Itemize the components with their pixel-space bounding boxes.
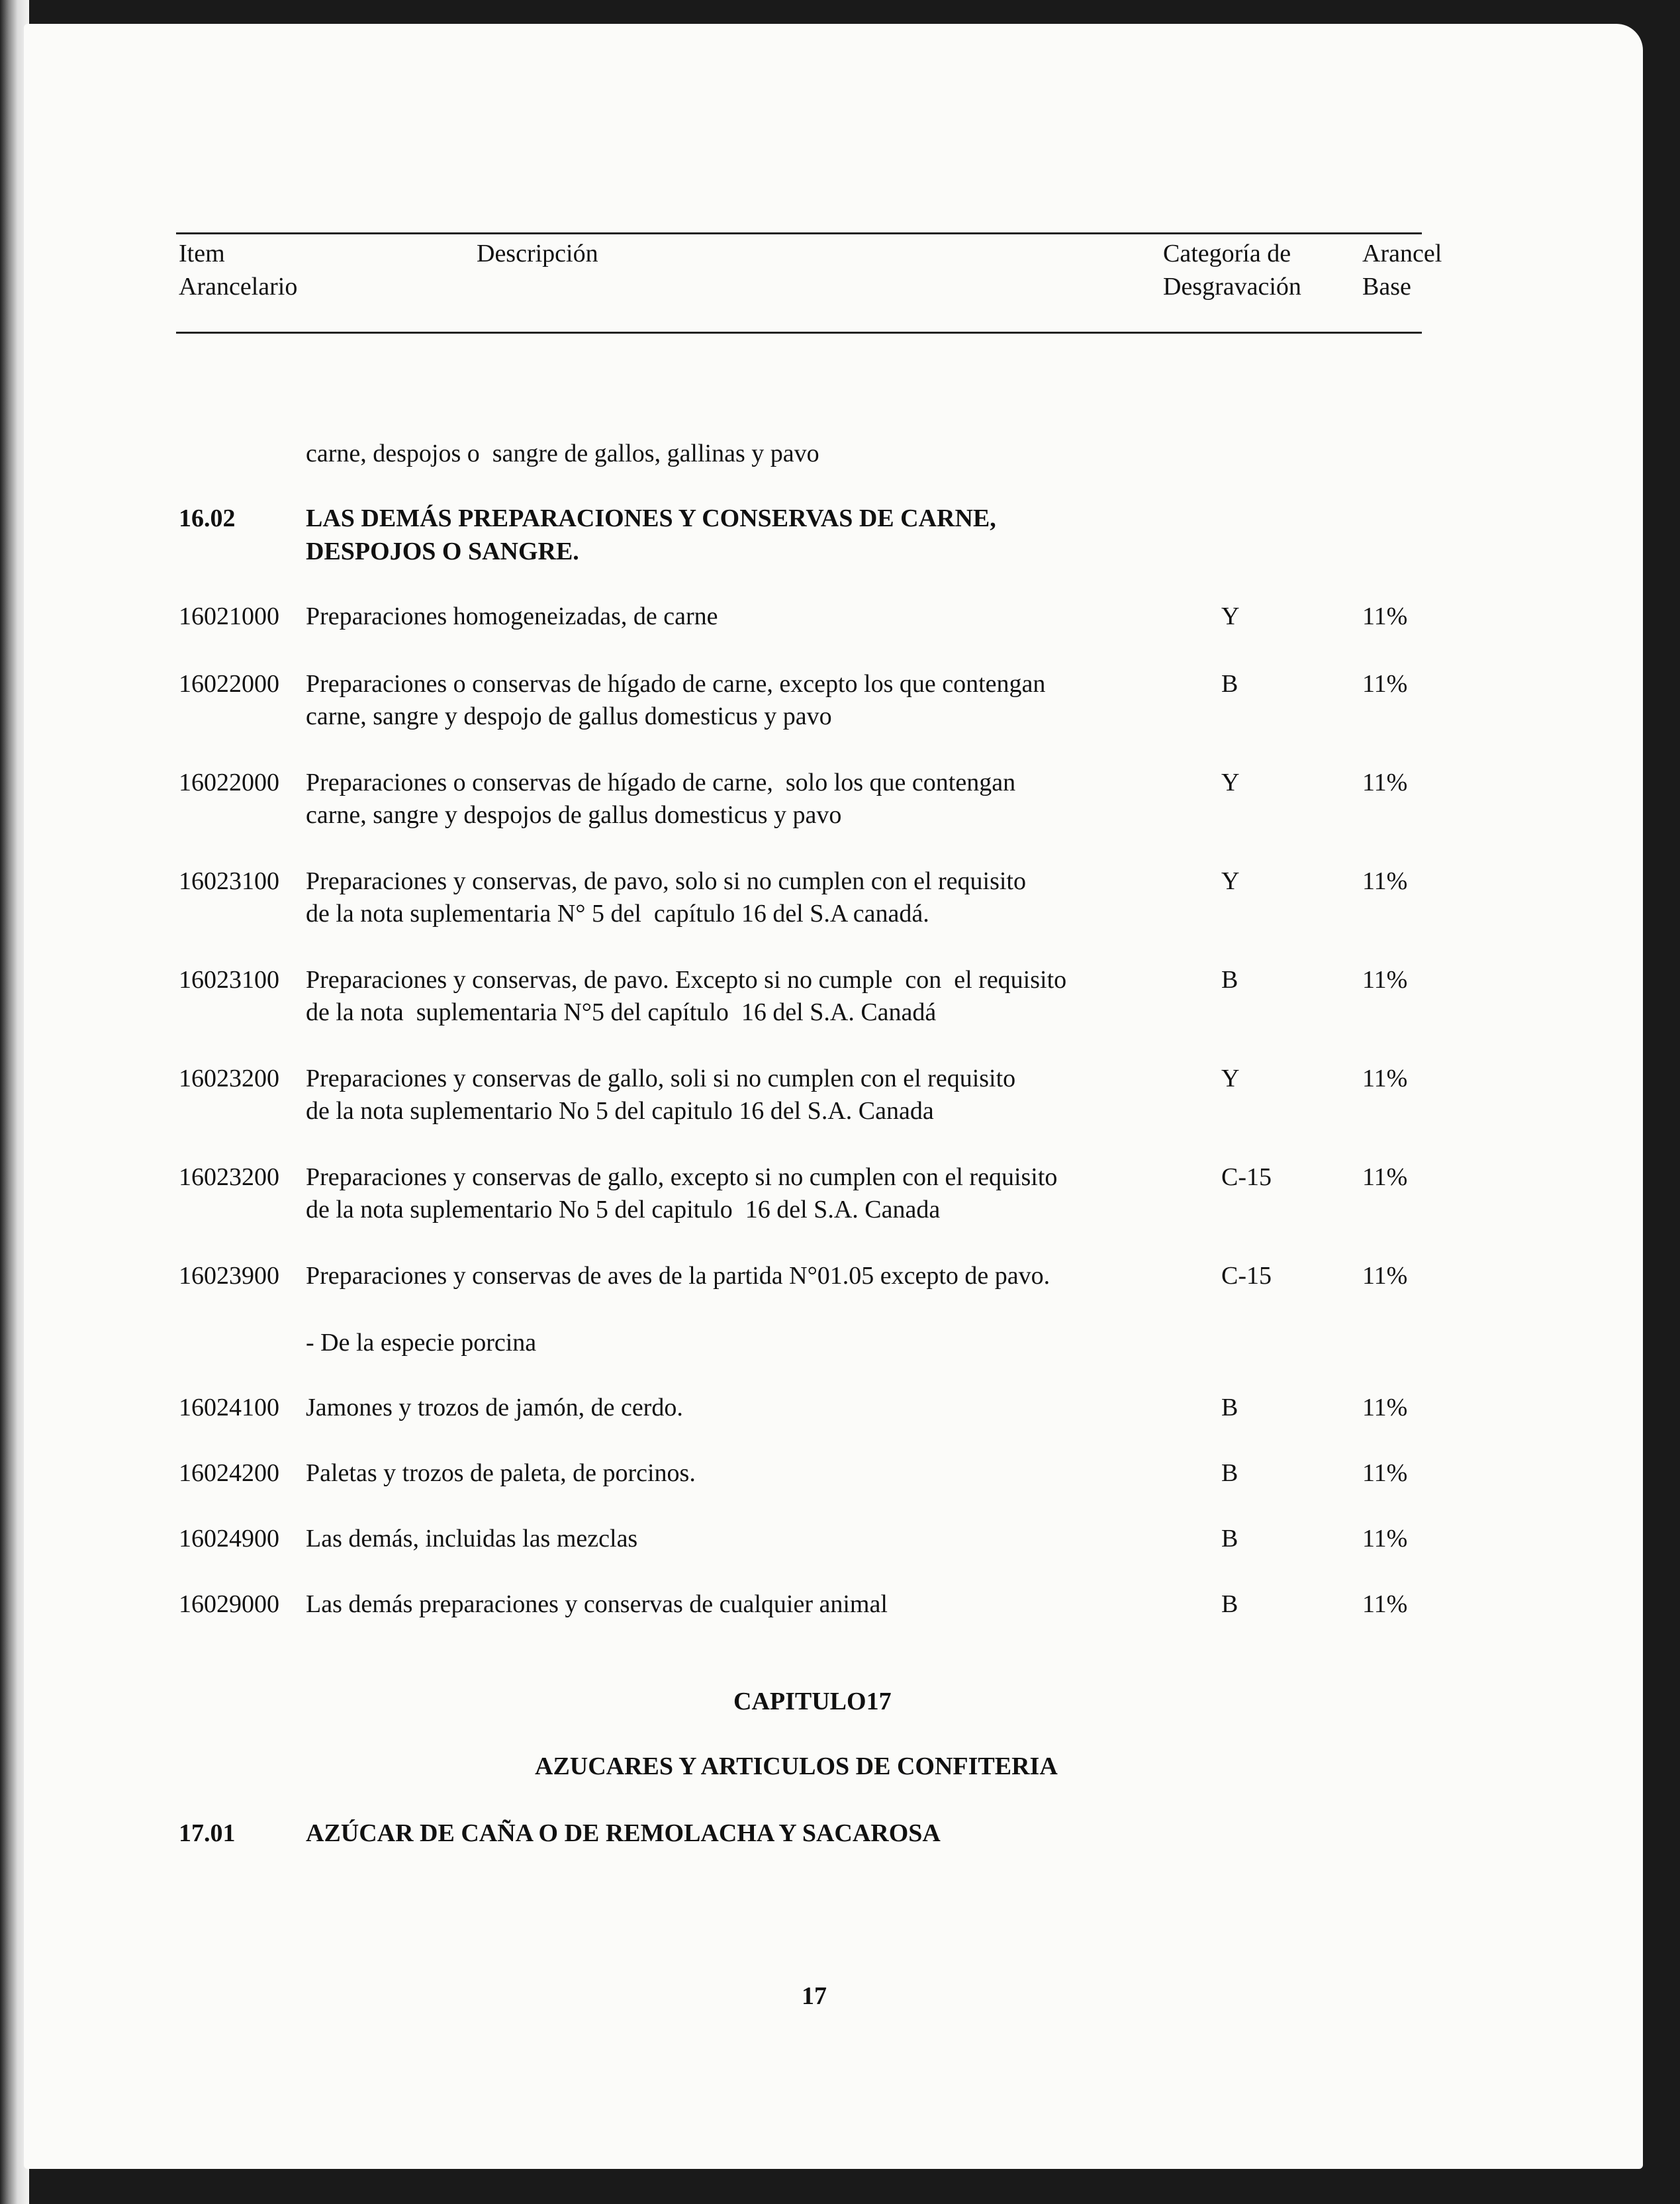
row-desc: Preparaciones o conservas de hígado de carne, excepto los que contengan <box>306 670 1046 698</box>
header-base: Base <box>1362 273 1411 301</box>
row-base: 11% <box>1362 867 1408 895</box>
row-base: 11% <box>1362 1525 1408 1553</box>
row-desc-cont: de la nota suplementario No 5 del capitulo 16 del S.A. Canada <box>306 1196 941 1223</box>
heading-line-1: LAS DEMÁS PREPARACIONES Y CONSERVAS DE CARNE, <box>306 504 996 532</box>
row-desc-cont: de la nota suplementario No 5 del capitulo 16 del S.A. Canada <box>306 1097 934 1125</box>
row-desc: Las demás preparaciones y conservas de cualquier animal <box>306 1590 888 1618</box>
row-base: 11% <box>1362 1394 1408 1421</box>
chapter-title: AZUCARES Y ARTICULOS DE CONFITERIA <box>535 1752 1058 1780</box>
row-category: Y <box>1221 602 1240 630</box>
row-desc-cont: carne, sangre y despojos de gallus domesticus y pavo <box>306 801 842 829</box>
row-base: 11% <box>1362 1459 1408 1487</box>
heading-line-2: DESPOJOS O SANGRE. <box>306 538 579 565</box>
row-category: Y <box>1221 1065 1240 1092</box>
row-item: 16024100 <box>179 1394 279 1421</box>
chapter-heading: CAPITULO17 <box>733 1688 892 1715</box>
row-desc: Preparaciones y conservas de aves de la partida N°01.05 excepto de pavo. <box>306 1262 1050 1290</box>
row-item: 16023200 <box>179 1163 279 1191</box>
row-base: 11% <box>1362 1065 1408 1092</box>
row-base: 11% <box>1362 966 1408 994</box>
row-desc: Jamones y trozos de jamón, de cerdo. <box>306 1394 683 1421</box>
row-base: 11% <box>1362 1163 1408 1191</box>
row-item: 16024900 <box>179 1525 279 1553</box>
header-item: Item <box>179 240 225 267</box>
row-category: B <box>1221 1525 1238 1553</box>
row-item: 16022000 <box>179 769 279 796</box>
row-category: C-15 <box>1221 1262 1272 1290</box>
row-category: C-15 <box>1221 1163 1272 1191</box>
row-desc-cont: de la nota suplementaria N°5 del capítulo 16 del S.A. Canadá <box>306 998 937 1026</box>
row-category: Y <box>1221 769 1240 796</box>
intro-text: carne, despojos o sangre de gallos, gallinas y pavo <box>306 440 819 467</box>
heading-number: 16.02 <box>179 504 236 532</box>
row-desc: Preparaciones y conservas, de pavo. Excepto si no cumple con el requisito <box>306 966 1067 994</box>
row-desc: Paletas y trozos de paleta, de porcinos. <box>306 1459 696 1487</box>
heading-number-1701: 17.01 <box>179 1819 236 1847</box>
header-categoria: Categoría de <box>1163 240 1291 267</box>
header-bottom-rule <box>176 332 1422 334</box>
row-category: B <box>1221 1459 1238 1487</box>
row-desc: Preparaciones y conservas de gallo, excepto si no cumplen con el requisito <box>306 1163 1058 1191</box>
row-desc: Preparaciones o conservas de hígado de carne, solo los que contengan <box>306 769 1016 796</box>
row-item: 16023200 <box>179 1065 279 1092</box>
row-category: B <box>1221 966 1238 994</box>
row-category: B <box>1221 1590 1238 1618</box>
header-top-rule <box>176 232 1422 234</box>
row-base: 11% <box>1362 670 1408 698</box>
row-item: 16023100 <box>179 966 279 994</box>
row-item: 16024200 <box>179 1459 279 1487</box>
row-desc-cont: de la nota suplementaria N° 5 del capítulo 16 del S.A canadá. <box>306 900 929 928</box>
row-base: 11% <box>1362 602 1408 630</box>
row-item: 16029000 <box>179 1590 279 1618</box>
header-descripcion: Descripción <box>477 240 598 267</box>
row-category: B <box>1221 1394 1238 1421</box>
row-item: 16021000 <box>179 602 279 630</box>
row-category: Y <box>1221 867 1240 895</box>
row-base: 11% <box>1362 1590 1408 1618</box>
header-arancel: Arancel <box>1362 240 1442 267</box>
subheading-porcina: - De la especie porcina <box>306 1329 537 1357</box>
heading-1701-text: AZÚCAR DE CAÑA O DE REMOLACHA Y SACAROSA <box>306 1819 941 1847</box>
row-base: 11% <box>1362 769 1408 796</box>
row-item: 16023900 <box>179 1262 279 1290</box>
row-category: B <box>1221 670 1238 698</box>
row-item: 16023100 <box>179 867 279 895</box>
row-item: 16022000 <box>179 670 279 698</box>
row-desc: Preparaciones y conservas, de pavo, solo si no cumplen con el requisito <box>306 867 1026 895</box>
header-arancelario: Arancelario <box>179 273 298 301</box>
row-base: 11% <box>1362 1262 1408 1290</box>
row-desc: Preparaciones y conservas de gallo, soli si no cumplen con el requisito <box>306 1065 1016 1092</box>
row-desc-cont: carne, sangre y despojo de gallus domesticus y pavo <box>306 702 832 730</box>
row-desc: Las demás, incluidas las mezclas <box>306 1525 638 1553</box>
header-desgravacion: Desgravación <box>1163 273 1301 301</box>
row-desc: Preparaciones homogeneizadas, de carne <box>306 602 718 630</box>
page-number: 17 <box>802 1982 827 2010</box>
